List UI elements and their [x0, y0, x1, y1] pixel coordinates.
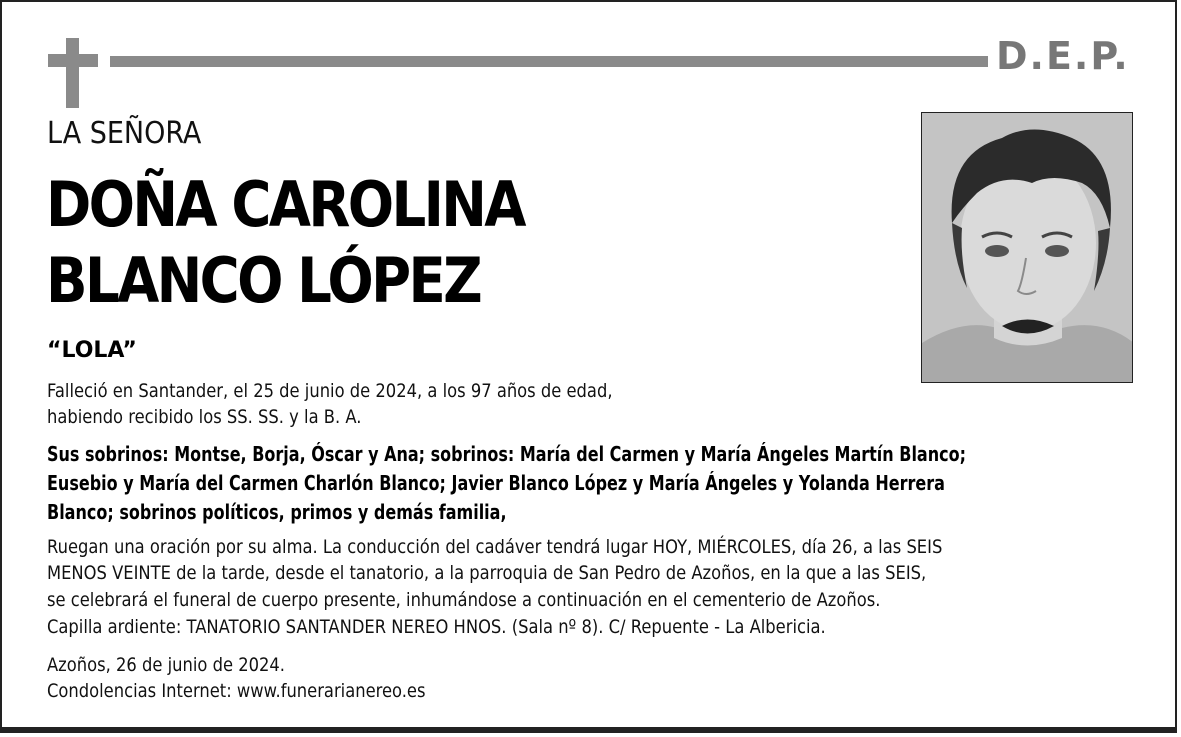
- header-rule: [110, 56, 988, 67]
- ceremony-line4: Capilla ardiente: TANATORIO SANTANDER NEREO HNOS. (Sala nº 8). C/ Repuente - La Albericia.: [47, 616, 826, 638]
- nickname: “LOLA”: [47, 338, 137, 363]
- cross-icon: [66, 38, 79, 108]
- family-line1: Sus sobrinos: Montse, Borja, Óscar y Ana; sobrinos: María del Carmen y María Ángeles Martín Blanco;: [47, 442, 966, 466]
- title-prefix: LA SEÑORA: [47, 116, 202, 151]
- portrait-image: [922, 113, 1133, 383]
- place-date: Azoños, 26 de junio de 2024.: [47, 654, 285, 676]
- condolences-link: Condolencias Internet: www.funerarianereo.es: [47, 680, 426, 702]
- ceremony-line3: se celebrará el funeral de cuerpo presente, inhumándose a continuación en el cementerio de Azoños.: [47, 589, 881, 611]
- death-notice-line2: habiendo recibido los SS. SS. y la B. A.: [47, 406, 362, 428]
- deceased-name-line1: DOÑA CAROLINA: [46, 168, 524, 241]
- death-notice-line1: Falleció en Santander, el 25 de junio de 2024, a los 97 años de edad,: [47, 380, 613, 402]
- family-line3: Blanco; sobrinos políticos, primos y demás familia,: [47, 500, 507, 524]
- ceremony-line2: MENOS VEINTE de la tarde, desde el tanatorio, a la parroquia de San Pedro de Azoños, en la que a las SEIS,: [47, 562, 927, 584]
- ceremony-line1: Ruegan una oración por su alma. La conducción del cadáver tendrá lugar HOY, MIÉRCOLES, día 26, a las SEIS: [47, 536, 943, 558]
- portrait-photo: [921, 112, 1133, 383]
- cross-icon-arm: [48, 54, 98, 67]
- family-line2: Eusebio y María del Carmen Charlón Blanco; Javier Blanco López y María Ángeles y Yolanda Herrera: [47, 471, 945, 495]
- dep-heading: D.E.P.: [996, 34, 1130, 78]
- deceased-name-line2: BLANCO LÓPEZ: [46, 244, 481, 317]
